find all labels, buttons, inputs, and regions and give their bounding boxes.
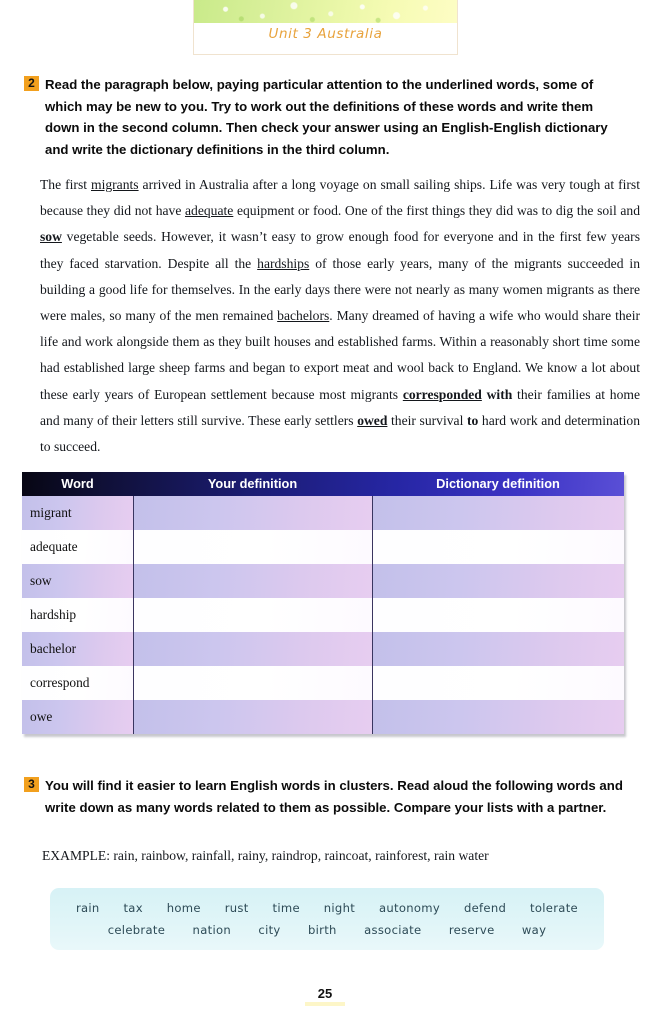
passage-segment: vegetable seeds. However, it wasn’t easy to grow enough food for everyone and in the first few years they faced starvation. Despite all the	[40, 229, 640, 271]
cell-your-definition[interactable]	[133, 632, 372, 666]
table-row	[22, 632, 624, 666]
cell-dictionary-definition[interactable]	[372, 564, 624, 598]
example-line: EXAMPLE: rain, rainbow, rainfall, rainy, raindrop, raincoat, rainforest, rain water	[42, 848, 489, 863]
table-body	[22, 496, 624, 734]
passage-segment: adequate	[185, 203, 234, 219]
passage-segment: The first	[40, 177, 91, 192]
word-bank-item: rust	[224, 901, 249, 915]
passage-segment: sow	[40, 229, 62, 245]
word-bank-item: night	[323, 901, 356, 915]
passage-segment: of those early years, many of the migrants succeeded in building a good life for themselves. In the early days there were not nearly as many women migrants as there were males, so many of the men remained	[40, 255, 640, 324]
passage-segment: with	[481, 386, 513, 402]
cell-your-definition[interactable]	[133, 598, 372, 632]
cell-your-definition[interactable]	[133, 564, 372, 598]
cell-dictionary-definition[interactable]	[372, 598, 624, 632]
exercise-2-number-badge: 2	[24, 76, 39, 91]
cell-word: migrant	[22, 496, 133, 530]
word-bank-item: city	[258, 923, 281, 937]
table-row	[22, 530, 624, 564]
word-bank-row-1	[50, 897, 604, 919]
cell-your-definition[interactable]	[133, 666, 372, 700]
cell-dictionary-definition[interactable]	[372, 496, 624, 530]
exercise-3-number-badge: 3	[24, 777, 39, 792]
word-bank-row-2	[50, 919, 604, 941]
passage-segment: their families at home and many of their letters still survive. These early settlers	[40, 386, 640, 428]
decorative-green-strip	[194, 0, 457, 23]
word-bank-item: home	[166, 901, 201, 915]
passage-segment: arrived in Australia after a long voyage on small sailing ships. Life was very tough at first because they did not have	[40, 177, 640, 219]
exercise-2-instructions: Read the paragraph below, paying particular attention to the underlined words, some of which may be new to you. Try to work out the definitions of these words and write them down in the second column. Then check your answer using an English-English dictionary and write the dictionary definitions in the third column.	[45, 77, 608, 157]
word-bank-item: time	[272, 901, 300, 915]
passage-segment: bachelors	[277, 308, 330, 324]
word-bank-item: rain	[75, 901, 100, 915]
unit-title: Unit 3 Australia	[268, 26, 383, 42]
column-header-your-definition: Your definition	[207, 476, 298, 491]
passage-segment: . Many dreamed of having a wife who would share their life and work alongside them as they built houses and established farms. Within a reasonably short time some had established large sheep farms and began to export meat and wool back to England. We know a lot about these early years of European settlement because most migrants	[40, 308, 640, 402]
word-bank-box	[50, 888, 604, 950]
word-bank-item: birth	[307, 923, 337, 937]
table-row	[22, 564, 624, 598]
passage-segment: equipment or food. One of the first things they did was to dig the soil and	[233, 203, 640, 219]
exercise-2-block	[24, 74, 628, 160]
passage-segment: their survival	[387, 412, 467, 428]
cell-your-definition[interactable]	[133, 496, 372, 530]
word-bank-item: tolerate	[530, 901, 578, 915]
page-number: 25	[305, 986, 345, 1006]
word-bank-item: associate	[364, 923, 422, 937]
exercise-3-instructions: You will find it easier to learn English words in clusters. Read aloud the following words and write down as many words related to them as possible. Compare your lists with a partner.	[45, 778, 623, 815]
cell-word: hardship	[22, 598, 133, 632]
cell-dictionary-definition[interactable]	[372, 632, 624, 666]
reading-passage	[40, 172, 640, 460]
passage-segment: to	[466, 412, 479, 428]
word-bank-item: tax	[123, 901, 143, 915]
table-row	[22, 496, 624, 530]
word-bank-item: nation	[192, 923, 232, 937]
cell-dictionary-definition[interactable]	[372, 530, 624, 564]
cell-your-definition[interactable]	[133, 530, 372, 564]
unit-header	[193, 0, 458, 55]
cell-dictionary-definition[interactable]	[372, 700, 624, 734]
table-row	[22, 700, 624, 734]
cell-word: adequate	[22, 530, 133, 564]
column-header-dictionary-definition: Dictionary definition	[436, 476, 560, 491]
table-row	[22, 598, 624, 632]
cell-word: correspond	[22, 666, 133, 700]
vocabulary-table	[22, 472, 624, 734]
column-header-word: Word	[61, 476, 94, 491]
cell-word: owe	[22, 700, 133, 734]
passage-segment: hardships	[257, 255, 310, 271]
word-bank-item: way	[521, 923, 547, 937]
cell-word: sow	[22, 564, 133, 598]
table-row	[22, 666, 624, 700]
word-bank-item: celebrate	[107, 923, 166, 937]
passage-segment: corresponded	[402, 386, 482, 402]
table-header-row	[22, 472, 624, 496]
exercise-3-block	[24, 775, 628, 818]
word-bank-item: autonomy	[378, 901, 441, 915]
passage-segment: hard work and determination to succeed.	[40, 412, 641, 455]
word-bank-item: reserve	[448, 923, 495, 937]
passage-segment: owed	[357, 412, 388, 428]
cell-your-definition[interactable]	[133, 700, 372, 734]
word-bank-item: defend	[463, 901, 507, 915]
passage-segment: migrants	[91, 177, 139, 192]
cell-dictionary-definition[interactable]	[372, 666, 624, 700]
cell-word: bachelor	[22, 632, 133, 666]
